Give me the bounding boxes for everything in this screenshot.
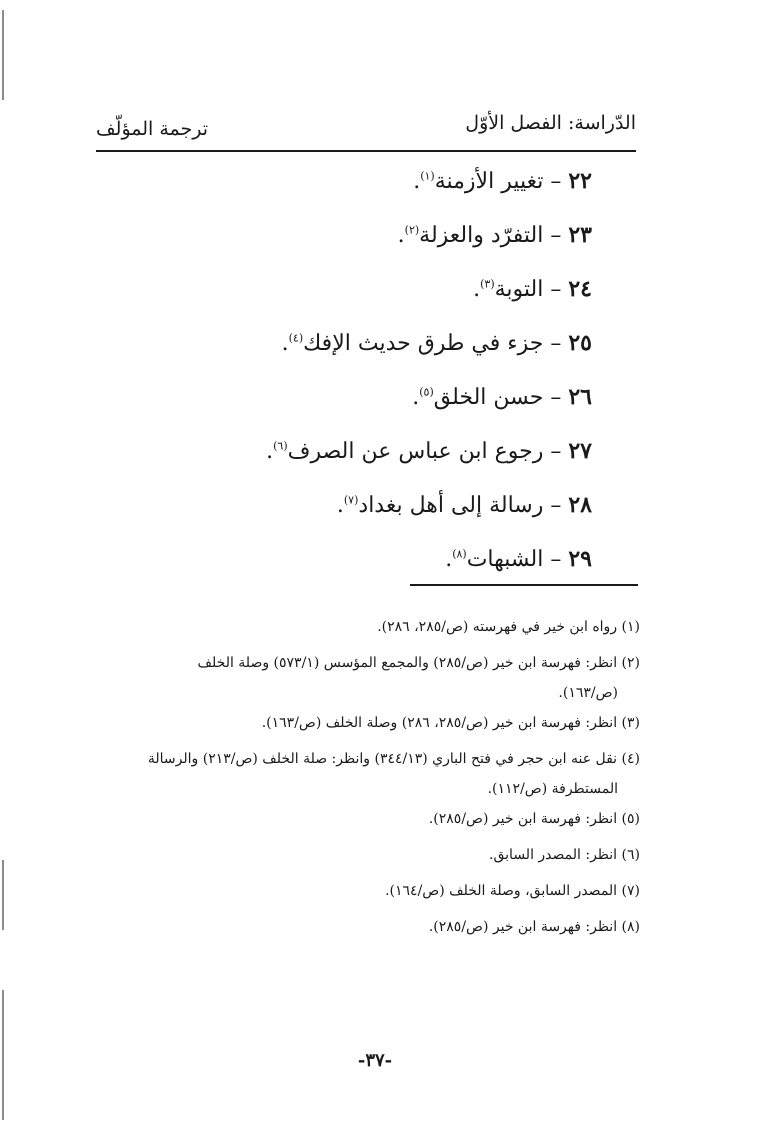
dash: – xyxy=(550,439,562,464)
dash: – xyxy=(550,331,562,356)
dash: – xyxy=(550,277,562,302)
footnote xyxy=(100,876,640,912)
work-number: ٢٧ xyxy=(568,438,592,464)
work-number: ٢٢ xyxy=(568,168,592,194)
work-item xyxy=(172,546,592,600)
page-number: -٣٧- xyxy=(357,1050,393,1071)
footnote-ref: (٦) xyxy=(273,439,288,453)
footnote-text: (٤) نقل عنه ابن حجر في فتح الباري (٣٤٤/١٣) وانظر: صلة الخلف (ص/٢١٣) والرسالة xyxy=(147,751,640,767)
work-title: رسالة إلى أهل بغداد xyxy=(358,493,544,518)
work-number: ٢٣ xyxy=(568,222,592,248)
footnote-text: (٨) انظر: فهرسة ابن خير (ص/٢٨٥). xyxy=(428,919,640,935)
dash: – xyxy=(550,493,562,518)
dash: – xyxy=(550,385,562,410)
work-item xyxy=(172,222,592,276)
work-title: تغيير الأزمنة xyxy=(434,169,544,194)
work-title: رجوع ابن عباس عن الصرف xyxy=(287,439,544,464)
works-list xyxy=(172,168,592,600)
work-number: ٢٨ xyxy=(568,492,592,518)
footnote-text: (٧) المصدر السابق، وصلة الخلف (ص/١٦٤). xyxy=(385,883,640,899)
footnote-ref: (٤) xyxy=(288,331,304,345)
end-dot: . xyxy=(397,223,405,248)
end-dot: . xyxy=(473,277,481,302)
work-title: التفرّد والعزلة xyxy=(419,223,544,248)
page-edge-shadow xyxy=(2,990,4,1120)
page-edge-shadow xyxy=(2,10,4,100)
footnote-ref: (٧) xyxy=(343,493,359,507)
end-dot: . xyxy=(445,547,453,572)
work-title: حسن الخلق xyxy=(433,385,544,410)
footnote-text: (١) رواه ابن خير في فهرسته (ص/٢٨٥، ٢٨٦). xyxy=(377,619,640,635)
end-dot: . xyxy=(412,385,420,410)
running-header xyxy=(96,112,636,148)
footnote xyxy=(100,648,640,708)
end-dot: . xyxy=(336,493,344,518)
work-item xyxy=(172,492,592,546)
work-item xyxy=(172,438,592,492)
work-item xyxy=(172,276,592,330)
footnote-text: (٦) انظر: المصدر السابق. xyxy=(489,847,640,863)
work-number: ٢٦ xyxy=(568,384,592,410)
work-number: ٢٤ xyxy=(568,276,592,302)
footnote xyxy=(100,708,640,744)
footnote-ref: (٥) xyxy=(419,385,434,399)
footnote xyxy=(100,912,640,948)
footnote xyxy=(100,840,640,876)
work-item xyxy=(172,384,592,438)
footnote-ref: (١) xyxy=(420,169,435,183)
end-dot: . xyxy=(266,439,274,464)
footnote-ref: (٢) xyxy=(404,223,420,237)
footnote-text: (٥) انظر: فهرسة ابن خير (ص/٢٨٥). xyxy=(428,811,640,827)
chapter-title: الدّراسة: الفصل الأوّل xyxy=(465,112,636,134)
footnote xyxy=(100,612,640,648)
work-title: الشبهات xyxy=(466,547,544,572)
footnote-continuation: المستطرفة (ص/١١٢). xyxy=(487,781,618,797)
dash: – xyxy=(550,547,562,572)
footnote-text: (٣) انظر: فهرسة ابن خير (ص/٢٨٥، ٢٨٦) وصلة الخلف (ص/١٦٣). xyxy=(261,715,640,731)
footnotes-list xyxy=(100,612,640,948)
work-title: التوبة xyxy=(494,277,544,302)
work-number: ٢٥ xyxy=(568,330,592,356)
dash: – xyxy=(550,223,562,248)
section-title: ترجمة المؤلّف xyxy=(96,118,209,140)
work-title: جزء في طرق حديث الإفك xyxy=(303,331,544,356)
footnote-continuation: (ص/١٦٣). xyxy=(558,685,618,701)
work-number: ٢٩ xyxy=(568,546,592,572)
footnote xyxy=(100,744,640,804)
footnote-ref: (٨) xyxy=(452,547,467,561)
footnote-ref: (٣) xyxy=(480,277,495,291)
page-edge-shadow xyxy=(2,860,4,930)
dash: – xyxy=(550,169,562,194)
work-item xyxy=(172,330,592,384)
footnote xyxy=(100,804,640,840)
footnote-separator xyxy=(410,584,638,586)
end-dot: . xyxy=(413,169,421,194)
end-dot: . xyxy=(281,331,289,356)
header-rule xyxy=(96,150,636,152)
footnote-text: (٢) انظر: فهرسة ابن خير (ص/٢٨٥) والمجمع المؤسس (٥٧٣/١) وصلة الخلف xyxy=(197,655,640,671)
work-item xyxy=(172,168,592,222)
